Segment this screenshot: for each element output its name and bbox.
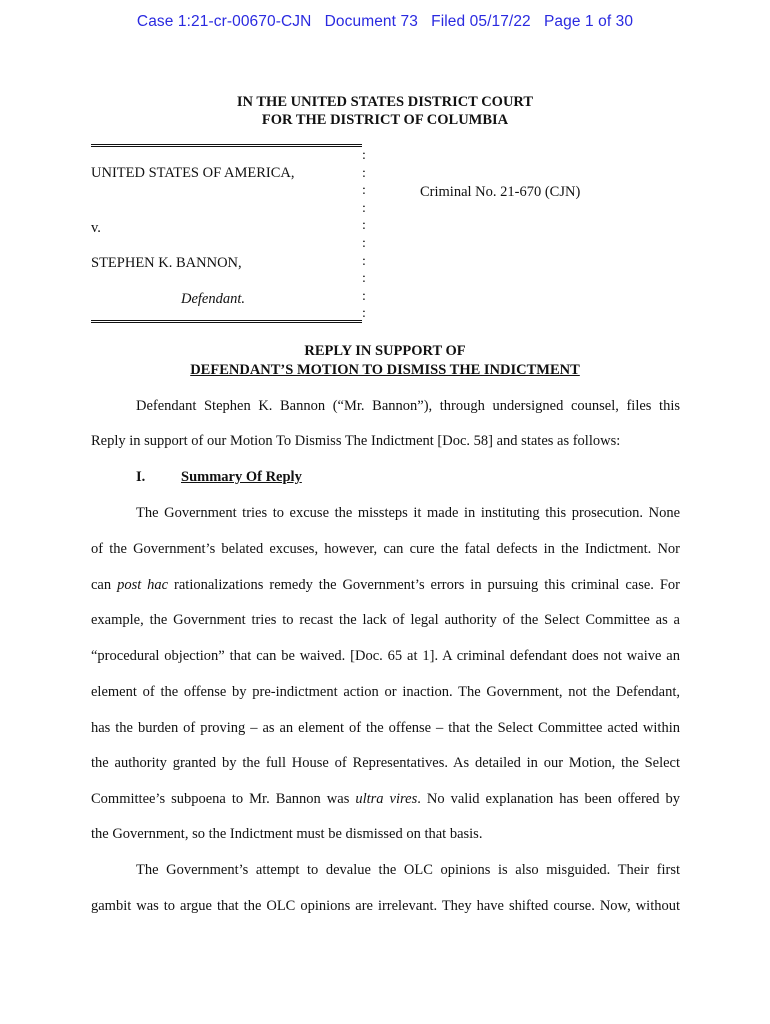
caption-colon: : <box>362 218 366 234</box>
caption-defendant-name: STEPHEN K. BANNON, <box>91 255 242 271</box>
caption-colon: : <box>362 183 366 199</box>
para1-line9 <box>91 791 680 808</box>
para1-line3 <box>91 577 680 594</box>
caption-colon-column <box>360 147 368 323</box>
document-title-line2 <box>0 362 770 379</box>
court-name-line1: IN THE UNITED STATES DISTRICT COURT <box>236 94 534 110</box>
caption-colon: : <box>362 288 366 304</box>
para1-line3-italic: post hac <box>117 577 169 593</box>
section-number: I. <box>136 469 146 485</box>
para1-line3-end: rationalizations remedy the Government’s errors in pursuing this criminal case. For <box>168 577 680 593</box>
document-title-line2-text: DEFENDANT’S MOTION TO DISMISS THE INDICTMENT <box>190 362 580 378</box>
caption-plaintiff: UNITED STATES OF AMERICA, <box>91 165 295 181</box>
para1-line9-end: . No valid explanation has been offered by <box>417 791 680 807</box>
caption-colon: : <box>362 235 366 251</box>
caption-colon: : <box>362 165 366 181</box>
para1-line8: the authority granted by the full House of Representatives. As detailed in our Motion, the Select <box>91 755 680 771</box>
court-name-line2: FOR THE DISTRICT OF COLUMBIA <box>261 112 509 128</box>
case-number: Criminal No. 21-670 (CJN) <box>420 184 581 200</box>
section-heading: Summary Of Reply <box>181 469 302 485</box>
para1-line9-italic: ultra vires <box>355 791 418 807</box>
para2-line1: The Government’s attempt to devalue the OLC opinions is also misguided. Their first <box>136 862 680 878</box>
para1-line5: “procedural objection” that can be waived. [Doc. 65 at 1]. A criminal defendant does not waive an <box>91 648 680 664</box>
caption-colon: : <box>362 306 366 322</box>
para1-line7: has the burden of proving – as an element of the offense – that the Select Committee acted within <box>91 720 680 736</box>
caption-colon: : <box>362 148 366 163</box>
caption-colon: : <box>362 200 366 216</box>
caption-versus: v. <box>91 220 101 236</box>
ecf-filing-header: Case 1:21-cr-00670-CJN Document 73 Filed 05/17/22 Page 1 of 30 <box>136 13 634 30</box>
intro-line1: Defendant Stephen K. Bannon (“Mr. Bannon”), through undersigned counsel, files this <box>136 398 680 414</box>
para1-line6: element of the offense by pre-indictment action or inaction. The Government, not the Defendant, <box>91 684 680 700</box>
para1-line9-start: Committee’s subpoena to Mr. Bannon was <box>91 791 356 807</box>
caption-defendant-role: Defendant. <box>181 291 246 307</box>
para1-line10: the Government, so the Indictment must be dismissed on that basis. <box>91 826 483 842</box>
para1-line4: example, the Government tries to recast the lack of legal authority of the Select Committee as a <box>91 612 680 628</box>
caption-top-rule <box>91 144 362 147</box>
para1-line1: The Government tries to excuse the missteps it made in instituting this prosecution. None <box>136 505 680 521</box>
para2-line2: gambit was to argue that the OLC opinions are irrelevant. They have shifted course. Now, without <box>91 898 680 914</box>
document-title-line1: REPLY IN SUPPORT OF <box>304 343 466 359</box>
para1-line2: of the Government’s belated excuses, however, can cure the fatal defects in the Indictment. Nor <box>91 541 680 557</box>
para1-line3-start: can <box>91 577 118 593</box>
caption-colon: : <box>362 253 366 269</box>
intro-line2: Reply in support of our Motion To Dismiss The Indictment [Doc. 58] and states as follows: <box>91 433 621 449</box>
caption-colon: : <box>362 271 366 287</box>
caption-bottom-rule <box>91 320 362 323</box>
